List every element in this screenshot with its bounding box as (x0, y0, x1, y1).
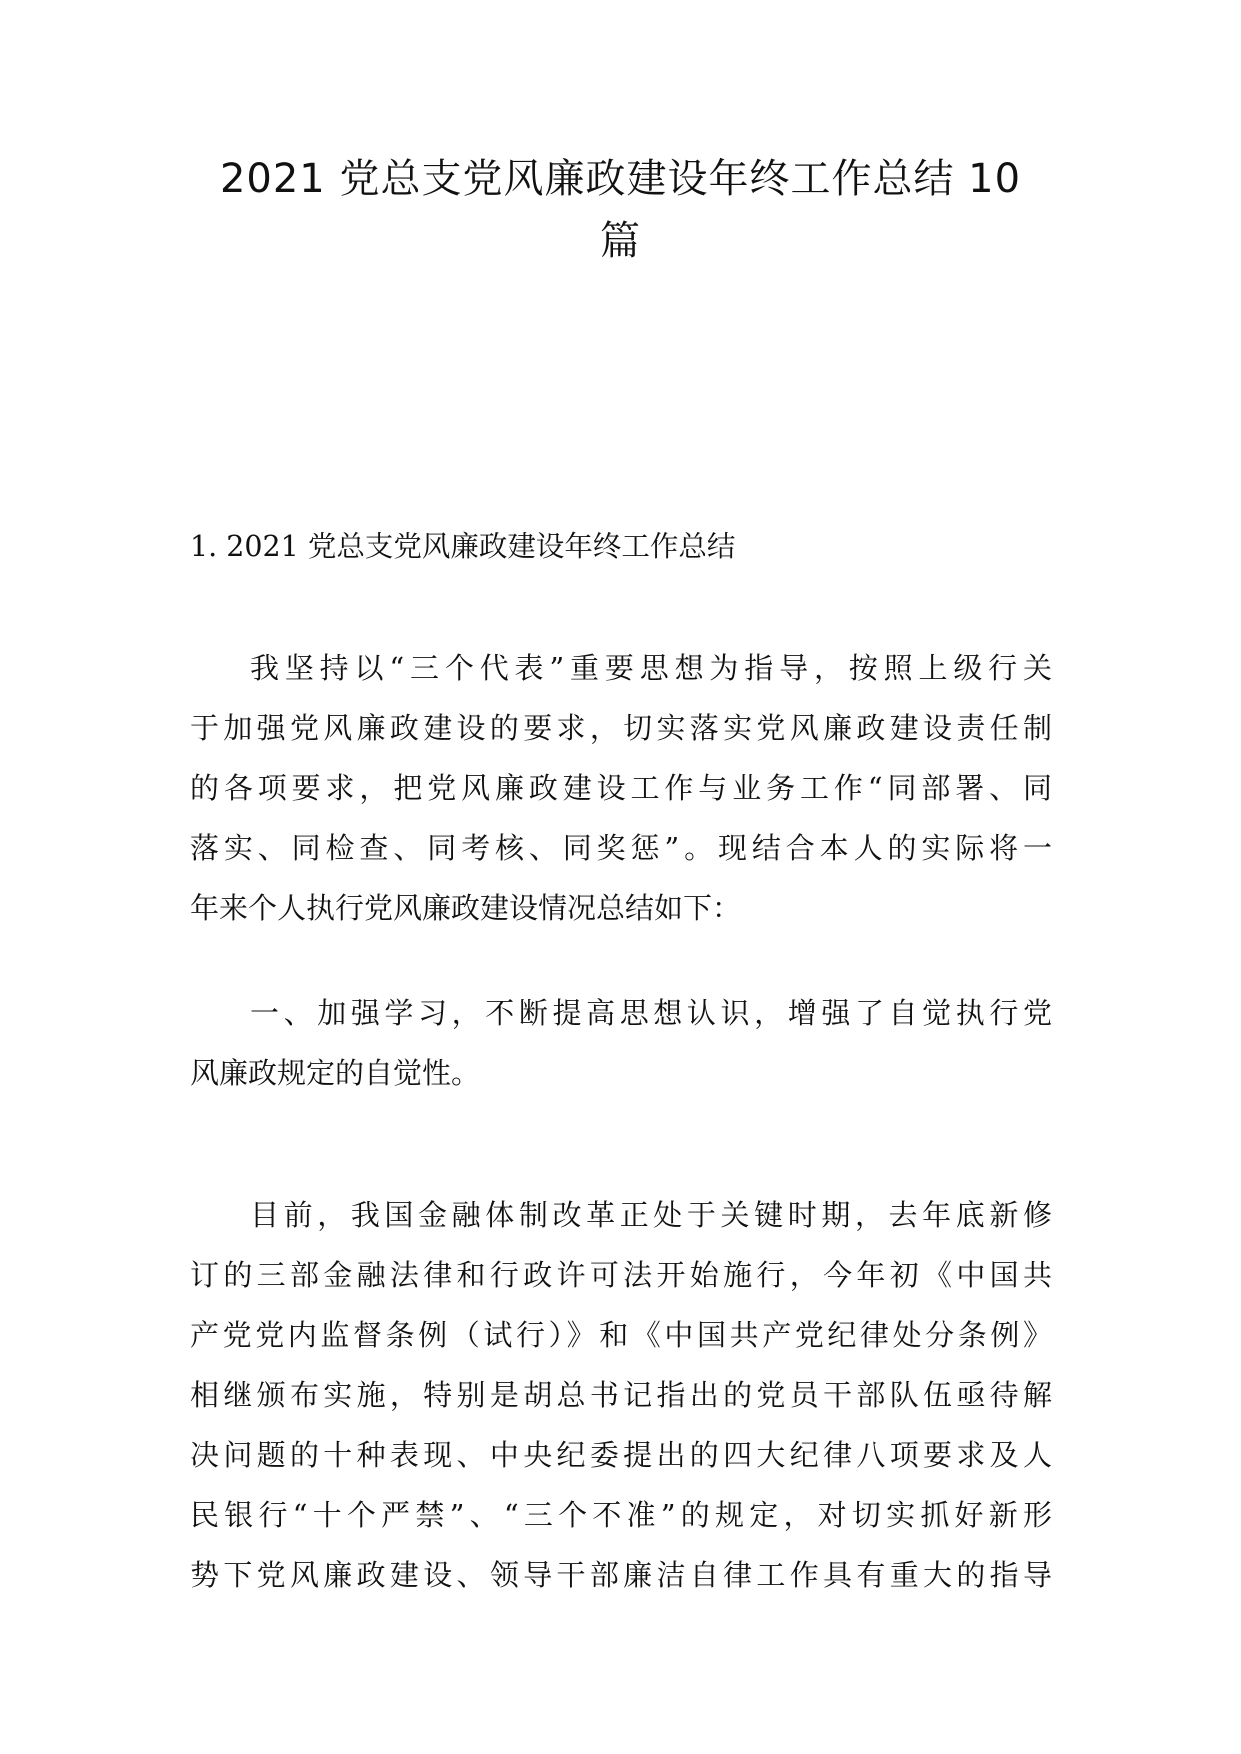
paragraph-line: 的各项要求，把党风廉政建设工作与业务工作“同部署、同 (190, 771, 1052, 805)
paragraph-line: 目前，我国金融体制改革正处于关键时期，去年底新修 (250, 1198, 1052, 1232)
paragraph-line: 落实、同检查、同考核、同奖惩”。现结合本人的实际将一 (190, 831, 1052, 865)
paragraph-line: 一、加强学习，不断提高思想认识，增强了自觉执行党 (250, 996, 1052, 1030)
paragraph-line: 民银行“十个严禁”、“三个不准”的规定，对切实抓好新形 (190, 1498, 1052, 1532)
paragraph-line: 产党党内监督条例（试行）》和《中国共产党纪律处分条例》 (190, 1318, 1052, 1352)
paragraph-line: 势下党风廉政建设、领导干部廉洁自律工作具有重大的指导 (190, 1558, 1052, 1592)
paragraph-line: 风廉政规定的自觉性。 (190, 1056, 481, 1090)
document-title (150, 148, 1091, 272)
paragraph-line: 相继颁布实施，特别是胡总书记指出的党员干部队伍亟待解 (190, 1378, 1052, 1412)
paragraph-line: 决问题的十种表现、中央纪委提出的四大纪律八项要求及人 (190, 1438, 1052, 1472)
section-heading: 1. 2021 党总支党风廉政建设年终工作总结 (190, 530, 736, 563)
paragraph-line: 我坚持以“三个代表”重要思想为指导，按照上级行关 (250, 651, 1052, 685)
paragraph-line: 年来个人执行党风廉政建设情况总结如下： (190, 891, 742, 925)
paragraph-line: 订的三部金融法律和行政许可法开始施行，今年初《中国共 (190, 1258, 1052, 1292)
paragraph-section-one-heading (190, 983, 1052, 1103)
paragraph-body (190, 1185, 1052, 1605)
document-title-line-2: 篇 (600, 218, 641, 264)
paragraph-intro (190, 638, 1052, 938)
paragraph-line: 于加强党风廉政建设的要求，切实落实党风廉政建设责任制 (190, 711, 1052, 745)
document-title-line-1: 2021 党总支党风廉政建设年终工作总结 10 (219, 156, 1022, 202)
